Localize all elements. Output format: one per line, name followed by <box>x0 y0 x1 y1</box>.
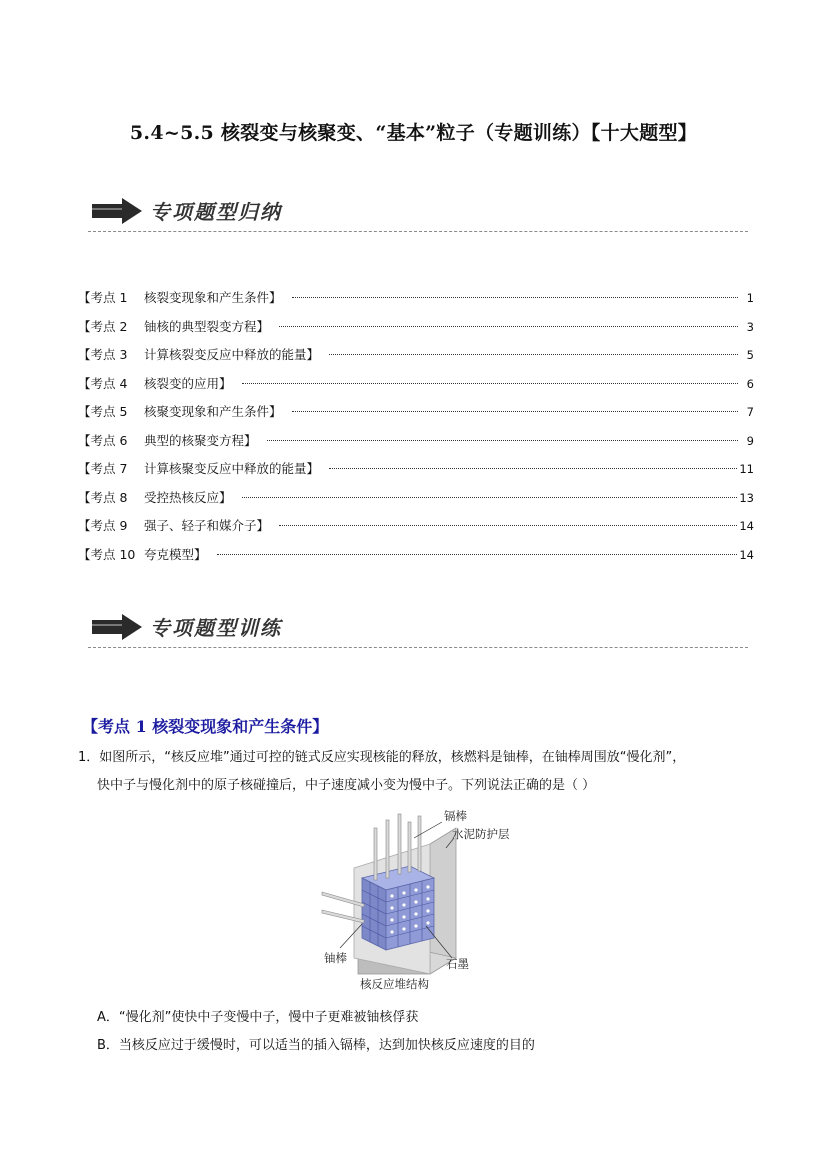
toc-item-label <box>78 317 269 335</box>
toc-item[interactable] <box>78 459 754 488</box>
toc-item[interactable] <box>78 431 754 460</box>
table-of-contents <box>78 288 754 573</box>
toc-item-prefix: 【考点 10 <box>78 546 136 562</box>
label-concrete-layer: 水泥防护层 <box>452 827 510 841</box>
toc-item-label <box>78 516 269 534</box>
toc-page-number: 7 <box>746 405 754 419</box>
toc-page-number: 6 <box>746 376 754 391</box>
toc-item-label <box>78 459 319 477</box>
toc-item-text: 铀核的典型裂变方程】 <box>144 318 270 334</box>
toc-page-number: 1 <box>746 291 754 305</box>
toc-item-text: 典型的核聚变方程】 <box>144 432 257 448</box>
toc-item[interactable] <box>78 402 754 431</box>
toc-leader-dots <box>279 525 737 526</box>
toc-page-number: 11 <box>739 462 754 476</box>
toc-item-prefix: 【考点 7 <box>78 461 128 476</box>
toc-item-prefix: 【考点 5 <box>78 404 128 419</box>
toc-leader-dots <box>242 383 738 384</box>
toc-item[interactable] <box>78 488 754 517</box>
toc-leader-dots <box>217 554 738 555</box>
toc-item-label <box>78 288 282 306</box>
toc-item-text: 夸克模型】 <box>144 546 207 562</box>
toc-item-label <box>78 545 207 563</box>
banner-divider <box>88 647 748 648</box>
toc-page-number: 13 <box>739 490 754 505</box>
section-title: 【考点 1 核裂变现象和产生条件】 <box>82 717 329 736</box>
question-text-line-1: 1．如图所示，“核反应堆”通过可控的链式反应实现核能的释放，核燃料是铀棒，在铀棒周围放“慢化剂”， <box>78 750 686 765</box>
banner-summary <box>88 192 748 232</box>
banner-summary-text: 专项题型归纳 <box>150 200 282 224</box>
option-b[interactable]: B．当核反应过于缓慢时，可以适当的插入镉棒，达到加快核反应速度的目的 <box>97 1038 535 1053</box>
toc-item[interactable] <box>78 545 754 574</box>
arrow-icon <box>92 614 144 640</box>
toc-page-number: 5 <box>746 348 754 362</box>
toc-item-prefix: 【考点 8 <box>78 489 128 505</box>
toc-item-prefix: 【考点 6 <box>78 432 128 448</box>
toc-page-number: 3 <box>746 319 754 334</box>
banner-divider <box>88 231 748 232</box>
arrow-icon <box>92 198 144 224</box>
toc-item[interactable] <box>78 516 754 545</box>
document-title: 5.4~5.5 核裂变与核聚变、“基本”粒子（专题训练）【十大题型】 <box>129 122 698 144</box>
option-a[interactable]: A．“慢化剂”使快中子变慢中子，慢中子更难被铀核俘获 <box>97 1010 419 1025</box>
reactor-figure <box>318 808 538 998</box>
label-cadmium-rod: 镉棒 <box>444 809 467 823</box>
toc-item-text: 强子、轻子和媒介子】 <box>144 518 270 533</box>
toc-item-label <box>78 345 319 363</box>
toc-item-label <box>78 431 257 449</box>
toc-item-text: 核裂变的应用】 <box>144 375 232 391</box>
question-number: 1． <box>78 750 100 765</box>
toc-leader-dots <box>292 411 738 412</box>
toc-leader-dots <box>242 497 738 498</box>
toc-item-label <box>78 374 232 392</box>
toc-item-text: 核聚变现象和产生条件】 <box>144 404 282 419</box>
banner-training-text: 专项题型训练 <box>150 616 282 640</box>
toc-item-prefix: 【考点 2 <box>78 318 128 334</box>
toc-item[interactable] <box>78 288 754 317</box>
toc-page-number: 14 <box>739 519 754 533</box>
toc-page-number: 9 <box>746 433 754 448</box>
toc-item-prefix: 【考点 9 <box>78 518 128 533</box>
label-graphite: 石墨 <box>446 957 469 971</box>
toc-item-text: 计算核裂变反应中释放的能量】 <box>144 347 320 362</box>
toc-leader-dots <box>292 297 738 298</box>
toc-item-text: 核裂变现象和产生条件】 <box>144 290 282 305</box>
question-text-line-2: 快中子与慢化剂中的原子核碰撞后，中子速度减小变为慢中子。下列说法正确的是（ ） <box>97 778 596 793</box>
label-uranium-rod: 铀棒 <box>324 951 347 965</box>
figure-caption: 核反应堆结构 <box>360 977 429 991</box>
toc-item[interactable] <box>78 345 754 374</box>
toc-item-prefix: 【考点 1 <box>78 290 128 305</box>
toc-leader-dots <box>329 354 738 355</box>
banner-training <box>88 608 748 648</box>
toc-leader-dots <box>267 440 738 441</box>
toc-item[interactable] <box>78 374 754 403</box>
toc-item-text: 受控热核反应】 <box>144 489 232 505</box>
toc-item-prefix: 【考点 4 <box>78 375 128 391</box>
toc-item[interactable] <box>78 317 754 346</box>
toc-leader-dots <box>329 468 737 469</box>
toc-item-text: 计算核聚变反应中释放的能量】 <box>144 461 320 476</box>
toc-item-label <box>78 402 282 420</box>
toc-leader-dots <box>279 326 738 327</box>
toc-page-number: 14 <box>739 547 754 562</box>
toc-item-prefix: 【考点 3 <box>78 347 128 362</box>
toc-item-label <box>78 488 232 506</box>
